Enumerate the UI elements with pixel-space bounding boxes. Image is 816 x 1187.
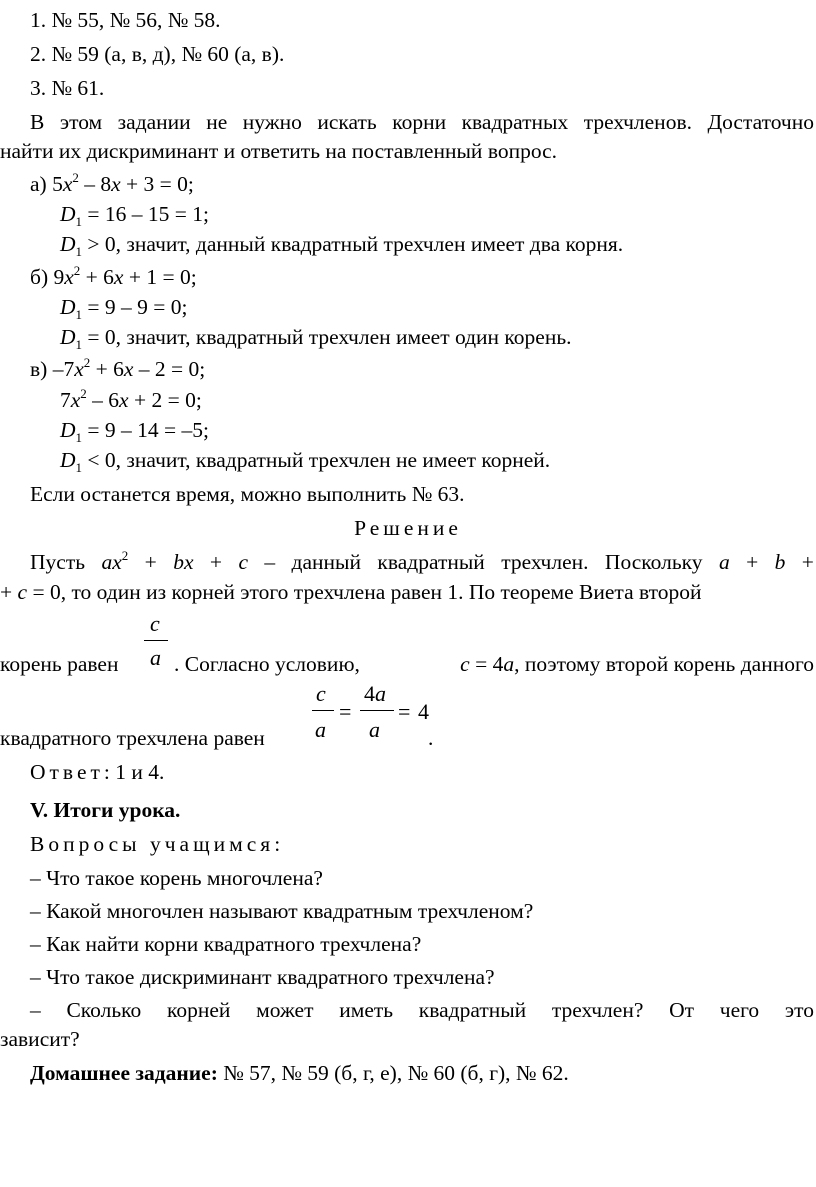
text: . Согласно условию, bbox=[174, 652, 366, 676]
equals-sign: = bbox=[339, 699, 352, 724]
formula-second-root bbox=[308, 682, 438, 746]
d-subscript: 1 bbox=[75, 430, 83, 445]
term: + 6 bbox=[80, 265, 114, 289]
word: Поскольку bbox=[604, 550, 703, 574]
var-x: x bbox=[119, 388, 129, 412]
coef: 7 bbox=[60, 388, 71, 412]
intro-line-1: В этом задании не нужно искать корни квадратных трехчленов. Достаточно bbox=[30, 110, 814, 134]
question-2: – Какой многочлен называют квадратным трехчленом? bbox=[30, 899, 534, 923]
part-a-discriminant bbox=[60, 200, 209, 231]
task-line-2: 2. № 59 (а, в, д), № 60 (а, в). bbox=[30, 42, 285, 66]
solution-line-3 bbox=[174, 650, 814, 678]
part-b-equation bbox=[30, 263, 197, 294]
part-a-equation bbox=[30, 170, 194, 201]
question-4: – Что такое дискриминант квадратного трехчлена? bbox=[30, 965, 495, 989]
solution-line-1 bbox=[30, 548, 814, 579]
part-c-equation-2 bbox=[60, 386, 202, 417]
homework-label: Домашнее задание: bbox=[30, 1061, 218, 1085]
exponent: 2 bbox=[72, 170, 79, 185]
fraction-denominator: a bbox=[315, 717, 326, 742]
fraction-numerator: c bbox=[150, 611, 160, 636]
result: 4 bbox=[418, 699, 429, 724]
term: – 8 bbox=[78, 172, 112, 196]
var-x: x bbox=[123, 357, 134, 381]
d-subscript: 1 bbox=[75, 460, 83, 475]
solution-line-4: квадратного трехчлена равен bbox=[0, 726, 265, 750]
word: + bbox=[209, 550, 223, 574]
term: + 2 = 0; bbox=[128, 388, 202, 412]
text: = 4 bbox=[469, 652, 504, 676]
var-x: x bbox=[62, 172, 73, 196]
fraction-denominator: a bbox=[369, 717, 380, 742]
var-x: x bbox=[74, 357, 84, 381]
fraction-denominator: a bbox=[150, 645, 161, 670]
questions-label bbox=[30, 830, 280, 858]
term-ax2 bbox=[101, 548, 128, 579]
question-1: – Что такое корень многочлена? bbox=[30, 866, 323, 890]
solution-heading: Решение bbox=[354, 516, 462, 540]
var-c: c bbox=[238, 550, 248, 574]
fraction-numerator bbox=[364, 682, 386, 706]
d-subscript: 1 bbox=[75, 244, 83, 259]
extra-task: Если останется время, можно выполнить № 63. bbox=[30, 482, 465, 506]
d-subscript: 1 bbox=[75, 307, 83, 322]
word: корней bbox=[167, 998, 231, 1022]
d-calc: = 9 – 9 = 0; bbox=[82, 295, 188, 319]
word: трехчлен? bbox=[551, 998, 644, 1022]
question-3: – Как найти корни квадратного трехчлена? bbox=[30, 932, 422, 956]
exponent: 2 bbox=[121, 548, 129, 563]
var-x: x bbox=[70, 388, 81, 412]
homework-items: № 57, № 59 (б, г, е), № 60 (б, г), № 62. bbox=[217, 1061, 569, 1085]
var-c: c bbox=[17, 580, 28, 604]
var-x: x bbox=[113, 265, 124, 289]
word: + bbox=[144, 550, 157, 574]
word: квадратный bbox=[377, 550, 485, 574]
d-conclusion: < 0, значит, квадратный трехчлен не имеет корней. bbox=[82, 448, 551, 472]
text: = 0, то один из корней этого трехчлена равен 1. По теореме Виета второй bbox=[27, 580, 702, 604]
question-5-continued: зависит? bbox=[0, 1027, 80, 1051]
exponent: 2 bbox=[83, 355, 91, 370]
part-a-label: а) bbox=[30, 172, 53, 196]
var-a: a bbox=[718, 550, 730, 574]
fraction-bar bbox=[144, 640, 168, 641]
fraction-bar bbox=[312, 710, 334, 711]
summary-heading: V. Итоги урока. bbox=[30, 798, 181, 822]
question-5 bbox=[30, 996, 814, 1024]
part-a-conclusion bbox=[60, 230, 623, 261]
answer bbox=[30, 758, 164, 786]
word: + bbox=[801, 550, 814, 574]
exponent: 2 bbox=[73, 263, 81, 278]
word: это bbox=[784, 998, 814, 1022]
word: + bbox=[746, 550, 759, 574]
fraction-numerator: c bbox=[316, 681, 326, 706]
term: + 1 = 0; bbox=[123, 265, 197, 289]
questions-title: Вопросы учащимся bbox=[30, 832, 275, 856]
word: – bbox=[30, 998, 41, 1022]
coef: 9 bbox=[53, 265, 65, 289]
part-b-label: б) bbox=[30, 265, 54, 289]
solution-line-4-end: . bbox=[428, 726, 434, 750]
d-conclusion: = 0, значит, квадратный трехчлен имеет один корень. bbox=[82, 325, 572, 349]
task-line-3: 3. № 61. bbox=[30, 76, 105, 100]
coef: 5 bbox=[52, 172, 63, 196]
d-subscript: 1 bbox=[75, 214, 83, 229]
plus: + bbox=[0, 580, 18, 604]
var-x: x bbox=[111, 172, 121, 196]
word: данный bbox=[291, 550, 361, 574]
part-c-conclusion bbox=[60, 446, 550, 477]
var-a: a bbox=[375, 681, 386, 706]
d-symbol: D bbox=[60, 448, 76, 472]
task-line-1: 1. № 55, № 56, № 58. bbox=[30, 8, 221, 32]
text: , поэтому второй корень данного bbox=[514, 652, 814, 676]
part-c-equation bbox=[30, 355, 205, 386]
word: Сколько bbox=[66, 998, 142, 1022]
word: От bbox=[669, 998, 695, 1022]
var-x: x bbox=[64, 265, 74, 289]
term: + 3 = 0; bbox=[120, 172, 194, 196]
part-b-discriminant bbox=[60, 293, 188, 324]
exponent: 2 bbox=[80, 386, 87, 401]
word: – bbox=[264, 550, 276, 574]
intro-line-2: найти их дискриминант и ответить на поставленный вопрос. bbox=[0, 139, 558, 163]
d-symbol: D bbox=[60, 232, 76, 256]
var-b: b bbox=[774, 550, 786, 574]
answer-label: Ответ bbox=[30, 760, 104, 784]
homework bbox=[30, 1059, 569, 1087]
var-a: a bbox=[503, 652, 515, 676]
term: – 6 bbox=[86, 388, 120, 412]
equals-sign: = bbox=[398, 699, 411, 724]
d-symbol: D bbox=[60, 325, 76, 349]
solution-line-2 bbox=[0, 578, 702, 606]
word: иметь bbox=[339, 998, 394, 1022]
coef: –7 bbox=[52, 357, 75, 381]
part-c-label: в) bbox=[30, 357, 53, 381]
fraction-bar bbox=[360, 710, 394, 711]
answer-value: : 1 и 4. bbox=[103, 760, 165, 784]
d-symbol: D bbox=[60, 295, 76, 319]
colon: : bbox=[274, 832, 281, 856]
word: Пусть bbox=[30, 550, 86, 574]
d-calc: = 9 – 14 = –5; bbox=[82, 418, 210, 442]
d-subscript: 1 bbox=[75, 337, 83, 352]
fraction-c-over-a bbox=[140, 612, 174, 676]
d-symbol: D bbox=[60, 418, 76, 442]
part-b-conclusion bbox=[60, 323, 572, 354]
solution-line-3-start: корень равен bbox=[0, 652, 119, 676]
term: + 6 bbox=[90, 357, 124, 381]
word: трехчлен. bbox=[501, 550, 589, 574]
condition bbox=[460, 650, 814, 678]
d-calc: = 16 – 15 = 1; bbox=[82, 202, 210, 226]
var-c: c bbox=[460, 652, 470, 676]
word: чего bbox=[719, 998, 760, 1022]
var-bx: bx bbox=[173, 550, 194, 574]
part-c-discriminant bbox=[60, 416, 209, 447]
term: – 2 = 0; bbox=[133, 357, 206, 381]
d-symbol: D bbox=[60, 202, 76, 226]
word: квадратный bbox=[418, 998, 527, 1022]
d-conclusion: > 0, значит, данный квадратный трехчлен имеет два корня. bbox=[82, 232, 624, 256]
var-ax: ax bbox=[101, 550, 122, 574]
word: может bbox=[256, 998, 314, 1022]
digit: 4 bbox=[364, 681, 375, 706]
